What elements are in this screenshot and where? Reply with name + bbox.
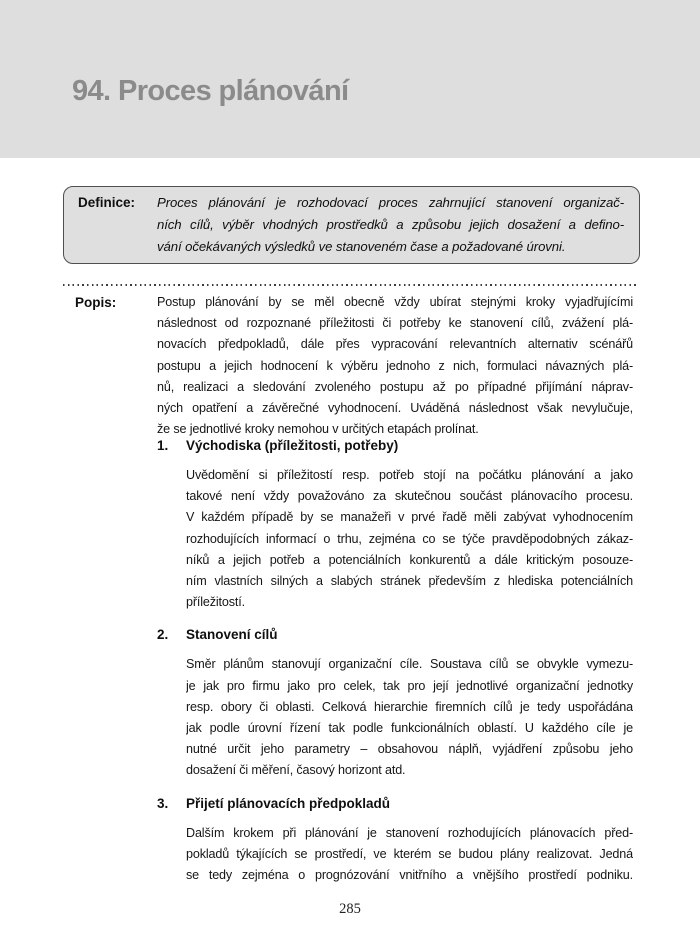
section-prijeti-predpokladu <box>157 795 633 897</box>
section-line: V každém případě by se manažeři v prvé řadě měli zabývat vyhodnocením <box>186 510 633 525</box>
section-heading <box>157 626 633 643</box>
section-line: příležitostí. <box>186 595 245 610</box>
description-line: že se jednotlivé kroky nemohou v určitých etapách prolínat. <box>157 422 479 437</box>
description-line: novacích předpokladů, dále přes vypracování relevantních alternativ scénářů <box>157 337 633 352</box>
description-line: Postup plánování by se měl obecně vždy ubírat stejnými kroky vyjadřujícími <box>157 295 633 309</box>
section-line: Uvědomění si příležitostí resp. potřeb stojí na počátku plánování a jako <box>186 468 633 482</box>
dotted-divider <box>63 284 638 286</box>
definition-box <box>63 186 640 264</box>
chapter-header-band <box>0 0 700 158</box>
section-heading-text: Přijetí plánovacích předpokladů <box>186 795 391 811</box>
numbered-sections <box>157 437 633 896</box>
section-line: resp. obory či oblasti. Celková hierarchie firemních cílů je tedy uspořádána <box>186 699 633 714</box>
page-footer <box>0 901 700 918</box>
section-line: níků a jejich potřeb a potenciálních konkurentů a dále kritickým posouze- <box>186 552 633 567</box>
chapter-title: 94. Proces plánování <box>72 75 349 107</box>
section-body <box>186 823 633 897</box>
section-line: dosažení či měření, časový horizont atd. <box>186 763 406 778</box>
section-line: Dalším krokem při plánování je stanovení rozhodujících plánovacích před- <box>186 825 633 840</box>
section-number: 1. <box>157 438 169 453</box>
description-line: následnost od rozpoznané příležitosti či potřeby ke stanovení cílů, zvážení plá- <box>157 316 633 331</box>
section-heading-text: Stanovení cílů <box>186 627 278 643</box>
section-vychodiska <box>157 437 633 623</box>
definition-text <box>157 192 624 263</box>
section-number: 3. <box>157 795 169 811</box>
description-line: nů, realizaci a sledování zvoleného postupu až po případné přijímání náprav- <box>157 379 633 394</box>
description-line: ných opatření a závěrečné vyhodnocení. Uváděná následnost však nevylučuje, <box>157 401 633 416</box>
description-text <box>157 292 633 440</box>
definition-label: Definice: <box>78 195 136 210</box>
section-line: jak podle úrovní řízení tak podle funkcionálních oblastí. U každého cíle je <box>186 721 633 736</box>
description-label: Popis: <box>75 295 117 310</box>
section-line: Směr plánům stanovují organizační cíle. Soustava cílů se obvykle vymezu- <box>186 657 633 672</box>
section-number: 2. <box>157 627 169 643</box>
section-line: pokladů týkajících se prostředí, ve kterém se budou plány realizovat. Jedná <box>186 846 633 861</box>
section-heading <box>157 437 633 454</box>
section-line: takové není vždy považováno za skutečnou součást plánovacího procesu. <box>186 489 633 504</box>
description-block <box>75 292 633 440</box>
section-stanoveni-cilu <box>157 626 633 791</box>
section-line: ním vlastních silných a slabých stránek především z hlediska potenciálních <box>186 574 633 589</box>
page-number: 285 <box>339 901 361 917</box>
section-body <box>186 465 633 623</box>
description-line: postupu a jejich hodnocení k výběru jednoho z nich, formulaci návazných plá- <box>157 358 633 373</box>
section-heading-text: Východiska (příležitosti, potřeby) <box>186 438 399 453</box>
definition-line: vání očekávaných výsledků ve stanoveném čase a požadované úrovni. <box>157 239 566 254</box>
definition-line: Proces plánování je rozhodovací proces zahrnující stanovení organizač- <box>157 195 624 210</box>
definition-line: ních cílů, výběr vhodných prostředků a způsobu jejich dosažení a defino- <box>157 217 624 232</box>
section-line: rozhodujících informací o trhu, zejména co se týče pravděpodobných zákaz- <box>186 531 633 546</box>
section-line: nutné určit jeho parametry – obsahovou náplň, vyjádření způsobu jeho <box>186 742 633 757</box>
section-heading <box>157 795 633 812</box>
section-line: se tedy zejména o prognózování vnitřního a vnějšího prostředí podniku. <box>186 868 633 883</box>
section-body <box>186 654 633 791</box>
section-line: je jak pro firmu jako pro celek, tak pro její jednotlivé organizační jednotky <box>186 678 633 693</box>
